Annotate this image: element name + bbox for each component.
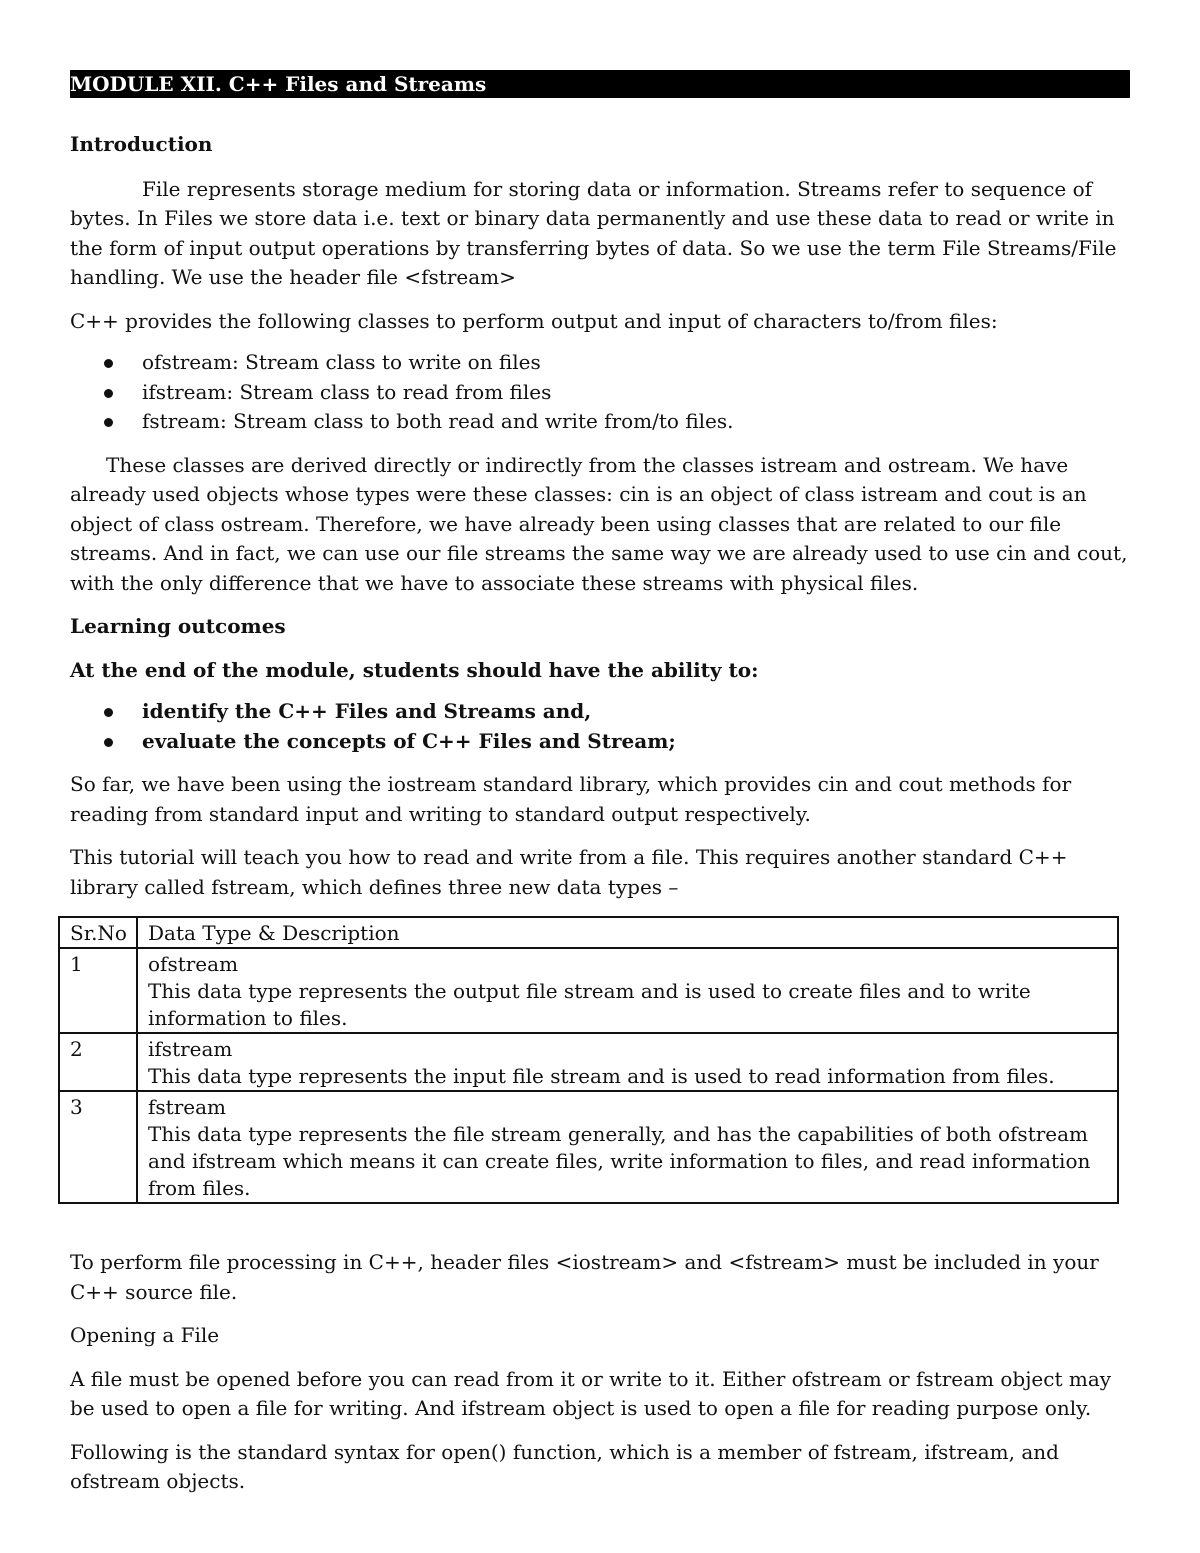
document-page xyxy=(70,70,1130,1497)
table-cell-number: 1 xyxy=(59,948,137,1033)
introduction-paragraph-3: These classes are derived directly or indirectly from the classes istream and ostream. We have already used objects whose types were these classes: cin is an object of class istream and cout is an object of class ostream. Therefore, we have already been using classes that are related to our file streams. And in fact, we can use our file streams the same way we are already used to use cin and cout, with the only difference that we have to associate these streams with physical files. xyxy=(70,452,1128,595)
table-cell-description xyxy=(137,948,1118,1033)
table-header-cell: Data Type & Description xyxy=(137,917,1118,948)
table-row xyxy=(59,948,1118,1033)
data-type-name: fstream xyxy=(148,1095,226,1119)
module-title: MODULE XII. C++ Files and Streams xyxy=(70,70,1130,98)
table-header-row xyxy=(59,917,1118,948)
data-types-table xyxy=(58,916,1119,1204)
table-row xyxy=(59,1091,1118,1203)
after-table-paragraph-3: Following is the standard syntax for open() function, which is a member of fstream, ifstream, and ofstream objects. xyxy=(70,1439,1059,1493)
data-type-description: This data type represents the file stream generally, and has the capabilities of both ofstream and ifstream which means it can create files, write information to files, and read information from files. xyxy=(148,1122,1091,1200)
stream-classes-list xyxy=(70,348,1130,437)
bullet-icon xyxy=(104,389,113,398)
list-item xyxy=(70,697,1130,727)
list-item-text: evaluate the concepts of C++ Files and Stream; xyxy=(142,728,676,753)
introduction-paragraph-2: C++ provides the following classes to perform output and input of characters to/from files: xyxy=(70,308,998,333)
data-type-description: This data type represents the input file stream and is used to read information from files. xyxy=(148,1064,1055,1088)
list-item xyxy=(70,378,1130,408)
table-header-cell: Sr.No xyxy=(59,917,137,948)
body-paragraph-2: This tutorial will teach you how to read and write from a file. This requires another standard C++ library called fstream, which defines three new data types – xyxy=(70,845,1068,899)
data-type-name: ifstream xyxy=(148,1037,233,1061)
list-item-text: identify the C++ Files and Streams and, xyxy=(142,699,592,723)
table-cell-description xyxy=(137,1033,1118,1091)
bullet-icon xyxy=(104,708,113,717)
bullet-icon xyxy=(104,418,113,427)
table-cell-description xyxy=(137,1091,1118,1203)
list-item-text: fstream: Stream class to both read and write from/to files. xyxy=(142,409,734,433)
after-table-paragraph-1: To perform file processing in C++, header files <iostream> and <fstream> must be included in your C++ source file. xyxy=(70,1250,1099,1304)
data-type-description: This data type represents the output file stream and is used to create files and to write information to files. xyxy=(148,979,1031,1030)
list-item xyxy=(70,348,1130,378)
after-table-paragraph-2: A file must be opened before you can read from it or write to it. Either ofstream or fstream object may be used to open a file for writing. And ifstream object is used to open a file for reading purpose only. xyxy=(70,1366,1112,1420)
list-item xyxy=(70,727,1130,757)
bullet-icon xyxy=(104,359,113,368)
table-row xyxy=(59,1033,1118,1091)
data-type-name: ofstream xyxy=(148,952,239,976)
table-cell-number: 3 xyxy=(59,1091,137,1203)
body-paragraph-1: So far, we have been using the iostream standard library, which provides cin and cout methods for reading from standard input and writing to standard output respectively. xyxy=(70,772,1072,826)
bullet-icon xyxy=(104,738,113,747)
list-item-text: ofstream: Stream class to write on files xyxy=(142,350,541,374)
table-cell-number: 2 xyxy=(59,1033,137,1091)
list-item xyxy=(70,407,1130,437)
learning-outcomes-heading: Learning outcomes xyxy=(70,614,286,638)
learning-outcomes-list xyxy=(70,697,1130,756)
introduction-paragraph-1: File represents storage medium for storing data or information. Streams refer to sequence of bytes. In Files we store data i.e. text or binary data permanently and use these data to read or write in the form of input output operations by transferring bytes of data. So we use the term File Streams/File handling. We use the header file <fstream> xyxy=(70,176,1117,289)
list-item-text: ifstream: Stream class to read from files xyxy=(142,379,552,404)
introduction-heading: Introduction xyxy=(70,132,213,156)
opening-file-heading: Opening a File xyxy=(70,1323,220,1347)
learning-outcomes-subheading: At the end of the module, students should have the ability to: xyxy=(70,657,759,682)
